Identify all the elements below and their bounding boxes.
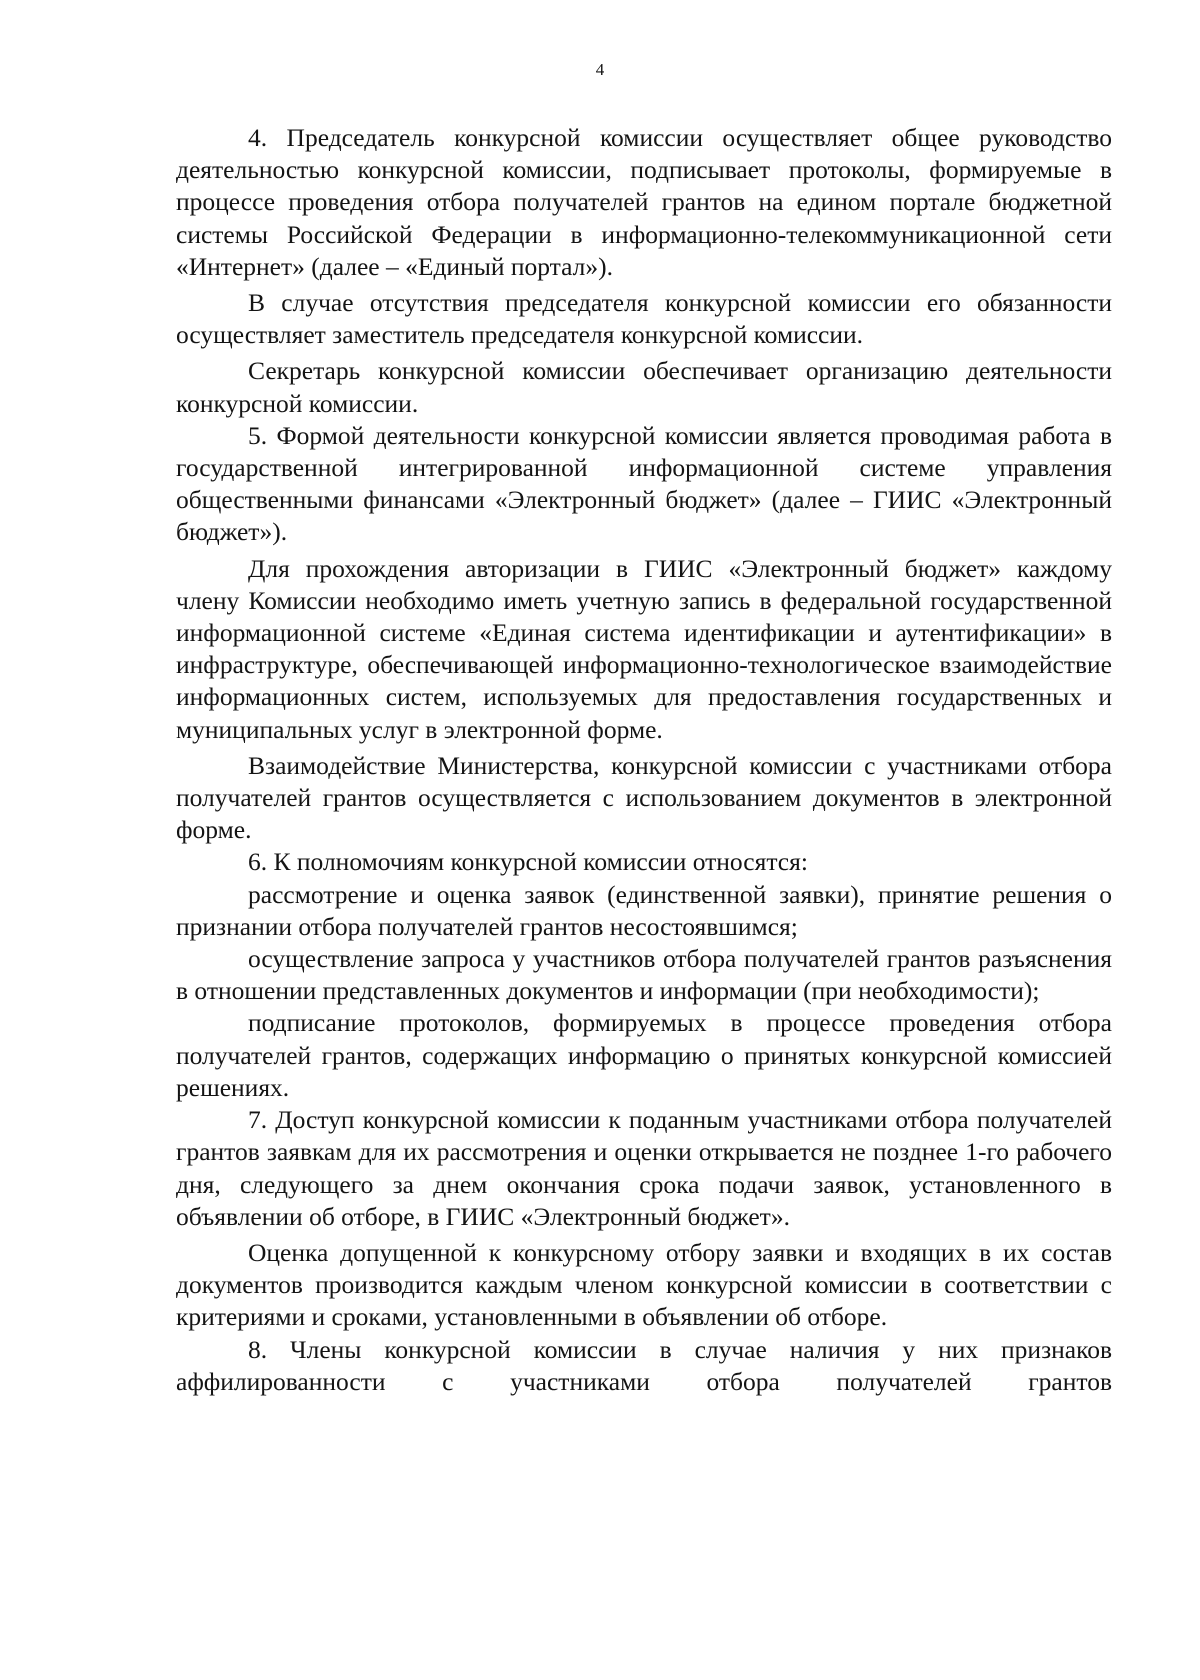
paragraph-authorization: Для прохождения авторизации в ГИИС «Электронный бюджет» каждому члену Комиссии необходимо иметь учетную запись в федеральной государственной информационной системе «Единая система идентификации и аутентификации» в инфраструктуре, обеспечивающей информационно-технологическое взаимодействие информационных систем, используемых для предоставления государственных и муниципальных услуг в электронной форме. — [176, 553, 1112, 744]
list-item-review-applications: рассмотрение и оценка заявок (единственной заявки), принятие решения о признании отбора получателей грантов несостоявшимся; — [176, 879, 1112, 941]
paragraph-5-form-of-activity: 5. Формой деятельности конкурсной комиссии является проводимая работа в государственной интегрированной информационной системе управления общественными финансами «Электронный бюджет» (далее – ГИИС «Электронный бюджет»). — [176, 420, 1112, 547]
paragraph-7-access: 7. Доступ конкурсной комиссии к поданным участниками отбора получателей грантов заявкам для их рассмотрения и оценки открывается не позднее 1-го рабочего дня, следующего за днем окончания срока подачи заявок, установленного в объявлении об отборе, в ГИИС «Электронный бюджет». — [176, 1105, 1112, 1231]
paragraph-6-powers-heading: 6. К полномочиям конкурсной комиссии относятся: — [248, 847, 808, 877]
list-item-signing-protocols: подписание протоколов, формируемых в процессе проведения отбора получателей грантов, содержащих информацию о принятых конкурсной комиссией решениях. — [176, 1008, 1112, 1102]
paragraph-4-chairman: 4. Председатель конкурсной комиссии осуществляет общее руководство деятельностью конкурсной комиссии, подписывает протоколы, формируемые в процессе проведения отбора получателей грантов на едином портале бюджетной системы Российской Федерации в информационно-телекоммуникационной сети «Интернет» (далее – «Единый портал»). — [176, 123, 1112, 281]
paragraph-evaluation: Оценка допущенной к конкурсному отбору заявки и входящих в их состав документов производится каждым членом конкурсной комиссии в соответствии с критериями и сроками, установленными в объявлении об отборе. — [176, 1237, 1112, 1332]
paragraph-8-affiliation: 8. Члены конкурсной комиссии в случае наличия у них признаков аффилированности с участниками отбора получателей грантов — [176, 1334, 1112, 1396]
paragraph-secretary: Секретарь конкурсной комиссии обеспечивает организацию деятельности конкурсной комиссии. — [176, 356, 1112, 418]
page-number: 4 — [595, 60, 605, 79]
document-body — [176, 122, 1112, 1398]
paragraph-interaction: Взаимодействие Министерства, конкурсной комиссии с участниками отбора получателей грантов осуществляется с использованием документов в электронной форме. — [176, 750, 1112, 845]
list-item-clarification-request: осуществление запроса у участников отбора получателей грантов разъяснения в отношении представленных документов и информации (при необходимости); — [176, 944, 1112, 1006]
paragraph-deputy-chairman: В случае отсутствия председателя конкурсной комиссии его обязанности осуществляет заместитель председателя конкурсной комиссии. — [176, 288, 1112, 350]
